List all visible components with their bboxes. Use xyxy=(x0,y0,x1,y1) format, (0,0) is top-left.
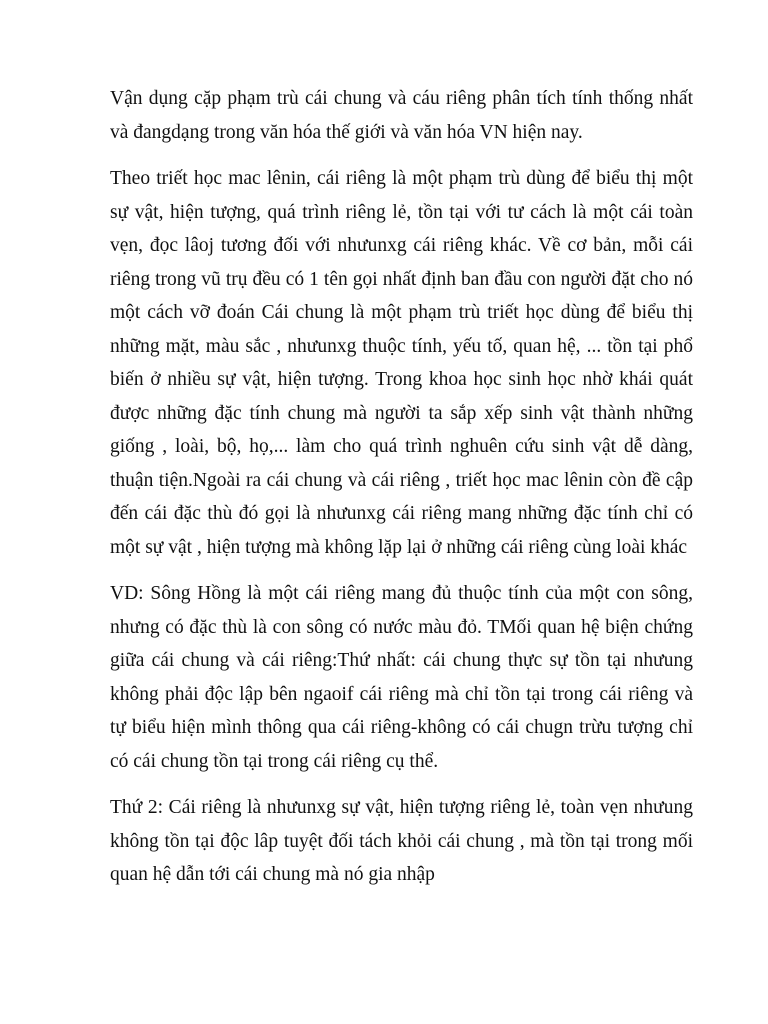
paragraph-title: Vận dụng cặp phạm trù cái chung và cáu riêng phân tích tính thống nhất và đangdạng trong văn hóa thế giới và văn hóa VN hiện nay. xyxy=(110,88,693,143)
document-page xyxy=(110,82,693,905)
paragraph-definition: Theo triết học mac lênin, cái riêng là một phạm trù dùng để biểu thị một sự vật, hiện tượng, quá trình riêng lẻ, tồn tại với tư cách là một cái toàn vẹn, đọc lâoj tương đối với nhưunxg cái riêng khác. Về cơ bản, mỗi cái riêng trong vũ trụ đều có 1 tên gọi nhất định ban đầu con người đặt cho nó một cách vỡ đoán Cái chung là một phạm trù triết học dùng để biểu thị những mặt, màu sắc , nhưunxg thuộc tính, yếu tố, quan hệ, ... tồn tại phổ biến ở nhiều sự vật, hiện tượng. Trong khoa học sinh học nhờ khái quát được những đặc tính chung mà người ta sắp xếp sinh vật thành những giống , loài, bộ, họ,... làm cho quá trình nghuên cứu sinh vật dễ dàng, thuận tiện.Ngoài ra cái chung và cái riêng , triết học mac lênin còn đề cập đến cái đặc thù đó gọi là nhưunxg cái riêng mang những đặc tính chỉ có một sự vật , hiện tượng mà không lặp lại ở những cái riêng cùng loài khác xyxy=(110,168,693,558)
paragraph-second-point: Thứ 2: Cái riêng là nhưunxg sự vật, hiện tượng riêng lẻ, toàn vẹn nhưung không tồn tại độc lâp tuyệt đối tách khỏi cái chung , mà tồn tại trong mối quan hệ dẫn tới cái chung mà nó gia nhập xyxy=(110,797,693,885)
paragraph-example: VD: Sông Hồng là một cái riêng mang đủ thuộc tính của một con sông, nhưng có đặc thù là con sông có nước màu đỏ. TMối quan hệ biện chứng giữa cái chung và cái riêng:Thứ nhất: cái chung thực sự tồn tại nhưung không phải độc lập bên ngaoif cái riêng mà chỉ tồn tại trong cái riêng và tự biểu hiện mình thông qua cái riêng-không có cái chugn trừu tượng chỉ có cái chung tồn tại trong cái riêng cụ thể. xyxy=(110,583,693,772)
